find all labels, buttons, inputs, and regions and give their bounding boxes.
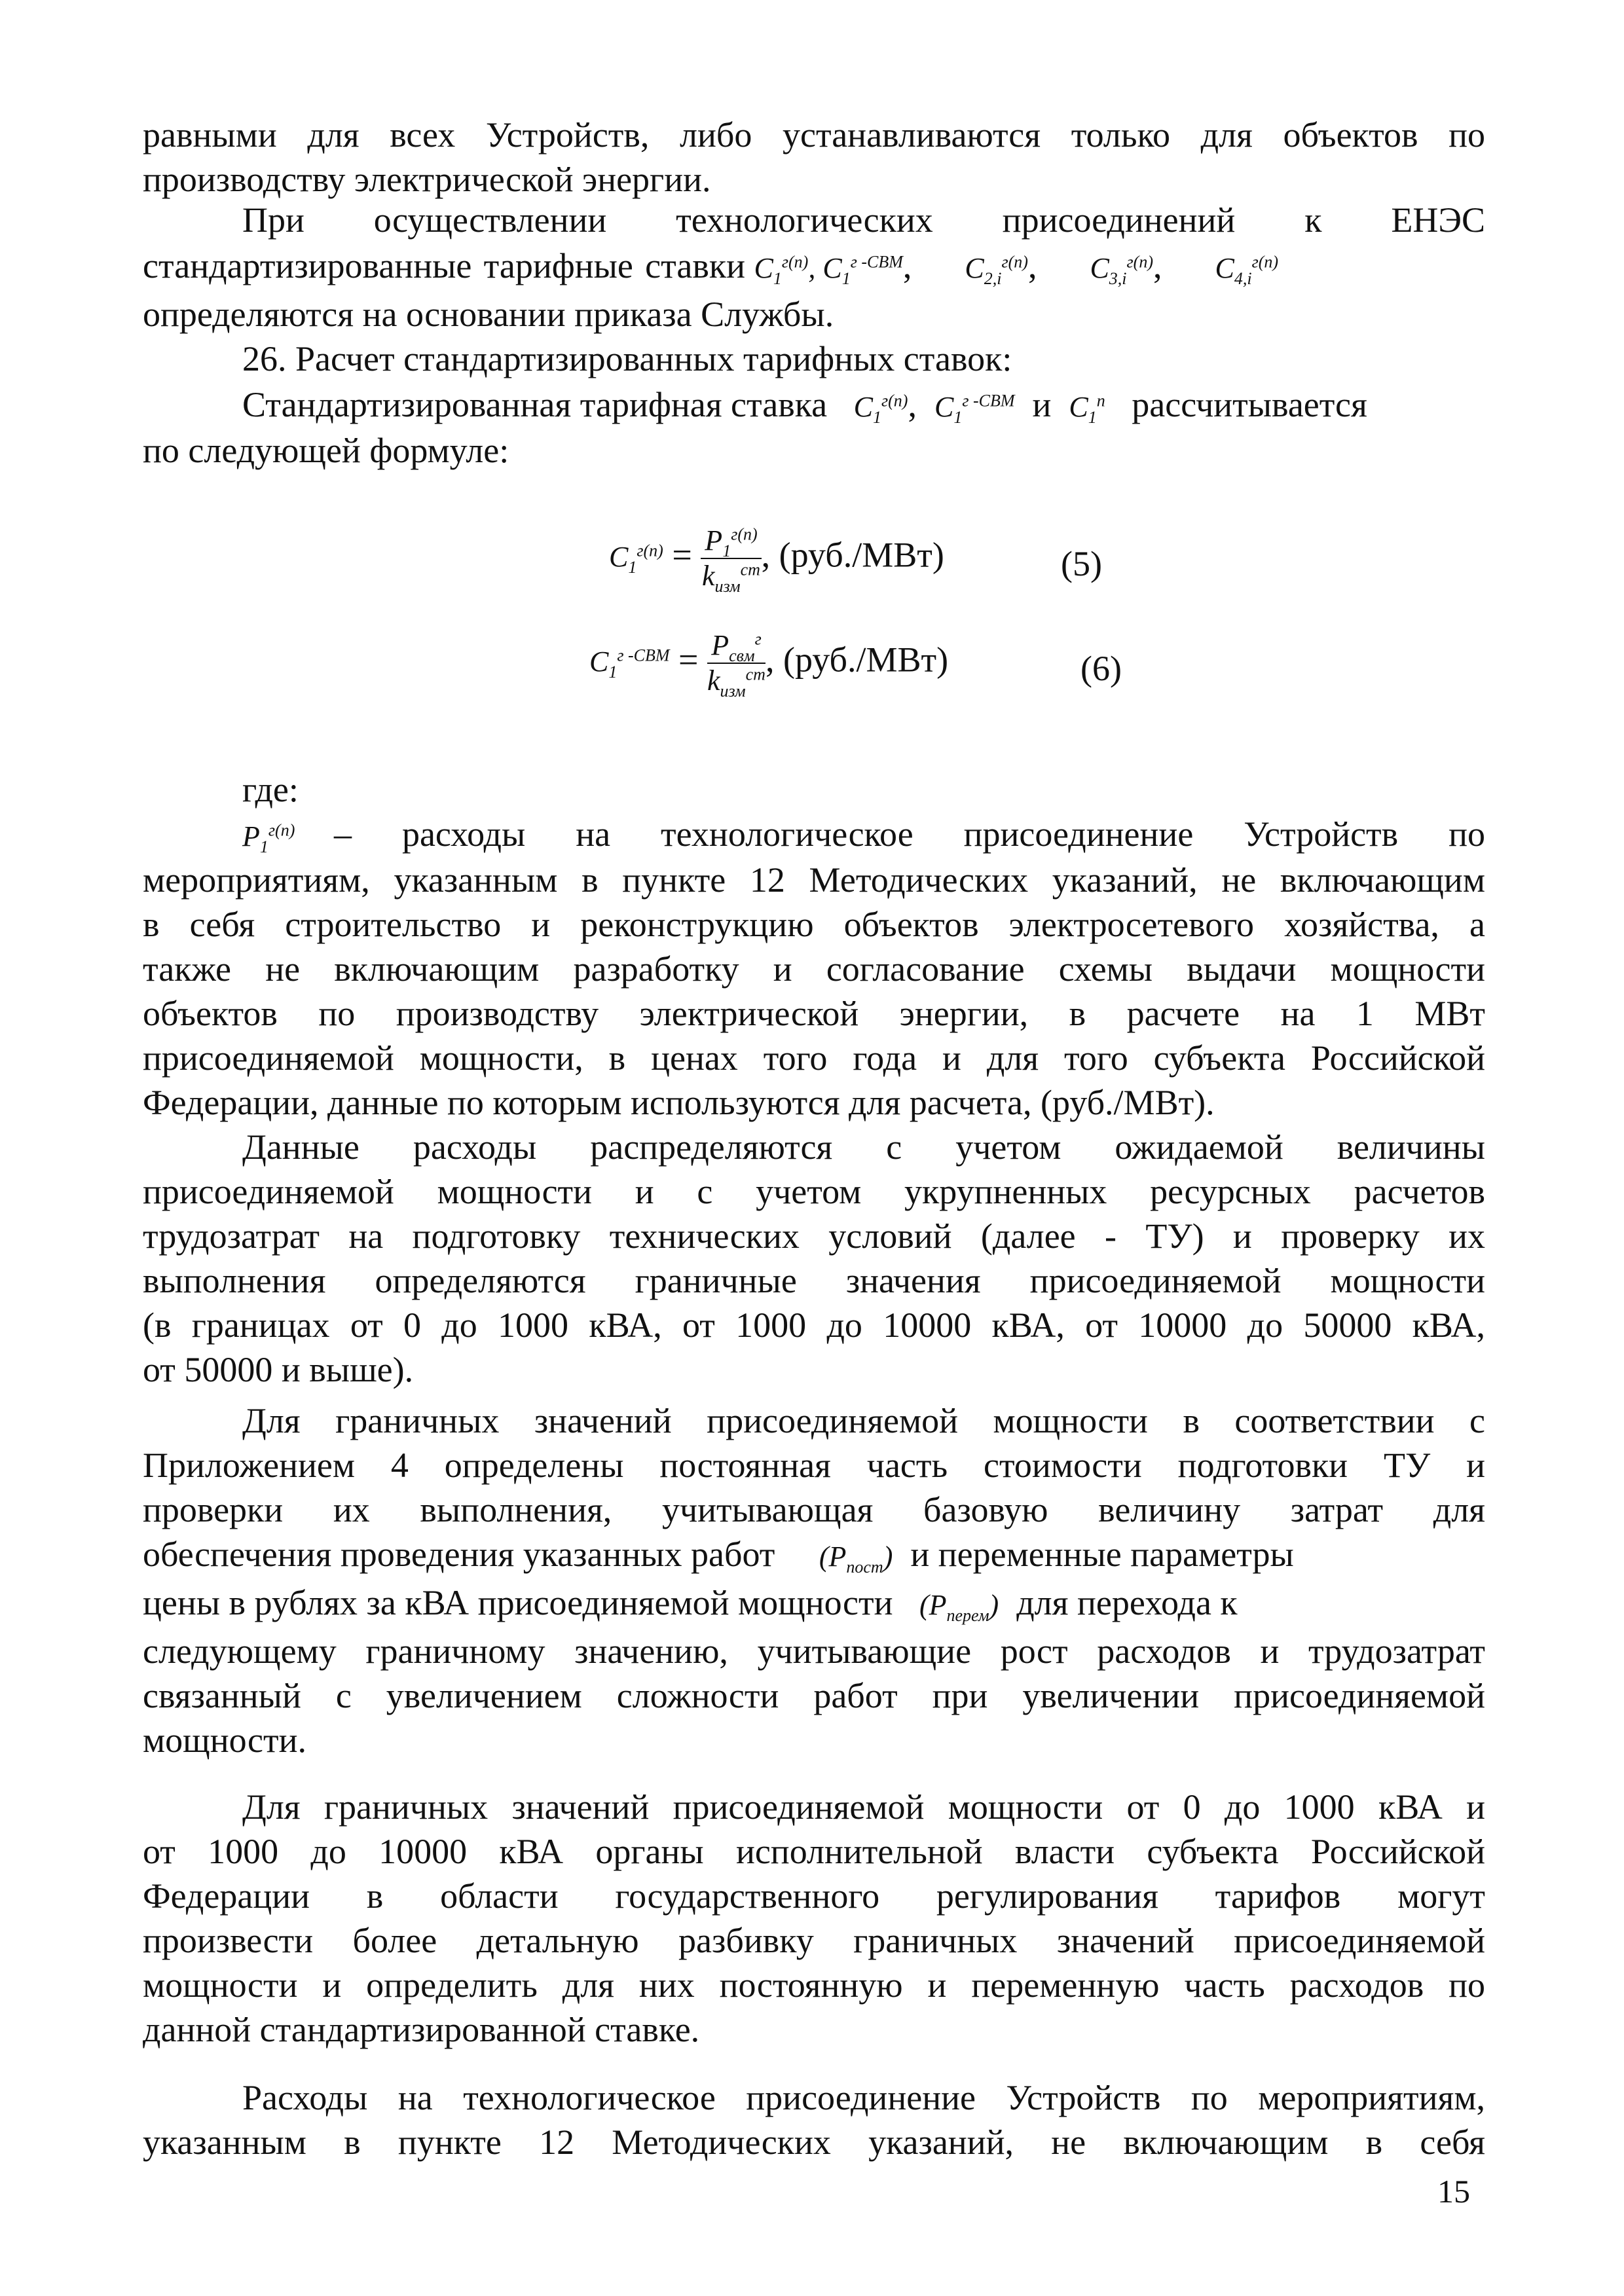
text-line: $P_1^{г(n)}$ – расходы на технологическое присоединение Устройств по [242,812,1485,859]
text-line: Федерации, данные по которым используются для расчета, (руб./МВт). [143,1083,1215,1122]
text-line: в себя строительство и реконструкцию объектов электросетевого хозяйства, а [143,905,1485,944]
text-line: определяются на основании приказа Службы. [143,295,834,334]
text-line: производству электрической энергии. [143,160,711,199]
text-line: мощности. [143,1721,306,1760]
text-line: мероприятиям, указанным в пункте 12 Методических указаний, не включающим [143,860,1485,900]
text-line: Федерации в области государственного регулирования тарифов могут [143,1876,1485,1916]
text-line: Для граничных значений присоединяемой мощности от 0 до 1000 кВА и [242,1787,1485,1827]
text-fragment: – расходы на технологическое присоединение Устройств по [334,814,1485,854]
formula-unit: (руб./МВт) [783,640,949,680]
text-line: Стандартизированная тарифная ставка $C_1^{г(n)}$, $C_1^{г -СВМ}$ и $C_1^n$ рассчитывается [242,385,1367,427]
text-line: от 50000 и выше). [143,1350,414,1389]
text-line: следующему граничному значению, учитывающие рост расходов и трудозатрат [143,1631,1485,1671]
text-line: также не включающим разработку и согласование схемы выдачи мощности [143,949,1485,989]
text-line: обеспечения проведения указанных работ $(P_{пост})$ и переменные параметры [143,1535,1294,1576]
text-line: произвести более детальную разбивку граничных значений присоединяемой [143,1921,1485,1960]
text-fragment: рассчитывается [1132,385,1367,424]
text-line: (в границах от 0 до 1000 кВА, от 1000 до 10000 кВА, от 10000 до 50000 кВА, [143,1305,1485,1345]
text-line: связанный с увеличением сложности работ при увеличении присоединяемой [143,1676,1485,1715]
text-line: проверки их выполнения, учитывающая базовую величину затрат для [143,1490,1485,1529]
formula-unit: (руб./МВт) [779,535,944,575]
text-line: мощности и определить для них постоянную и переменную часть расходов по [143,1965,1485,2005]
text-line: объектов по производству электрической энергии, в расчете на 1 МВт [143,994,1485,1033]
text-fragment: и переменные параметры [910,1535,1294,1574]
text-line: стандартизированные тарифные ставки $C_1^{г(n)}$, $C_1^{г -СВМ}$, $C_{2,i}^{г(n)}$, $C_{3,i}^{г(n)}$, $C_{4,i}^{г(n)}$ [143,244,1485,291]
formula-6: $C_1^{г -СВМ}$ = $\frac{P_{свм}^г}{k_{изм}^{ст}}$ , (руб./МВт) [589,629,949,701]
text-line: присоединяемой мощности, в ценах того года и для того субъекта Российской [143,1038,1485,1078]
text-fragment: для перехода к [1016,1583,1238,1622]
and-word: и [1032,385,1052,424]
text-line: трудозатрат на подготовку технических условий (далее - ТУ) и проверку их [143,1216,1485,1256]
text-fragment: Стандартизированная тарифная ставка [242,385,828,424]
text-line: цены в рублях за кВА присоединяемой мощности $(P_{перем})$ для перехода к [143,1583,1238,1625]
page-number: 15 [1437,2173,1470,2210]
text-line: При осуществлении технологических присоединений к ЕНЭС [242,200,1485,240]
equation-number: (5) [1061,544,1102,583]
text-line: по следующей формуле: [143,431,509,470]
text-line: присоединяемой мощности и с учетом укрупненных ресурсных расчетов [143,1172,1485,1211]
text-line: равными для всех Устройств, либо устанавливаются только для объектов по [143,115,1485,155]
text-fragment: обеспечения проведения указанных работ [143,1535,775,1574]
formula-5: $C_1^{г(n)}$ = $\frac{P_1^{г(n)}}{k_{изм}^{ст}}$ , (руб./МВт) [609,524,944,596]
text-line: выполнения определяются граничные значения присоединяемой мощности [143,1261,1485,1300]
text-line: от 1000 до 10000 кВА органы исполнительной власти субъекта Российской [143,1832,1485,1871]
equation-number: (6) [1080,649,1122,688]
section-heading: 26. Расчет стандартизированных тарифных ставок: [242,339,1012,378]
text-fragment: цены в рублях за кВА присоединяемой мощности [143,1583,893,1622]
text-line: Данные расходы распределяются с учетом ожидаемой величины [242,1127,1485,1167]
text-line: указанным в пункте 12 Методических указаний, не включающим в себя [143,2123,1485,2162]
where-label: где: [242,770,299,809]
text-line: Приложением 4 определены постоянная часть стоимости подготовки ТУ и [143,1446,1485,1485]
text-line: данной стандартизированной ставке. [143,2010,700,2049]
text-fragment: стандартизированные тарифные ставки [143,246,745,285]
text-line: Для граничных значений присоединяемой мощности в соответствии с [242,1401,1485,1440]
text-line: Расходы на технологическое присоединение Устройств по мероприятиям, [242,2078,1485,2117]
